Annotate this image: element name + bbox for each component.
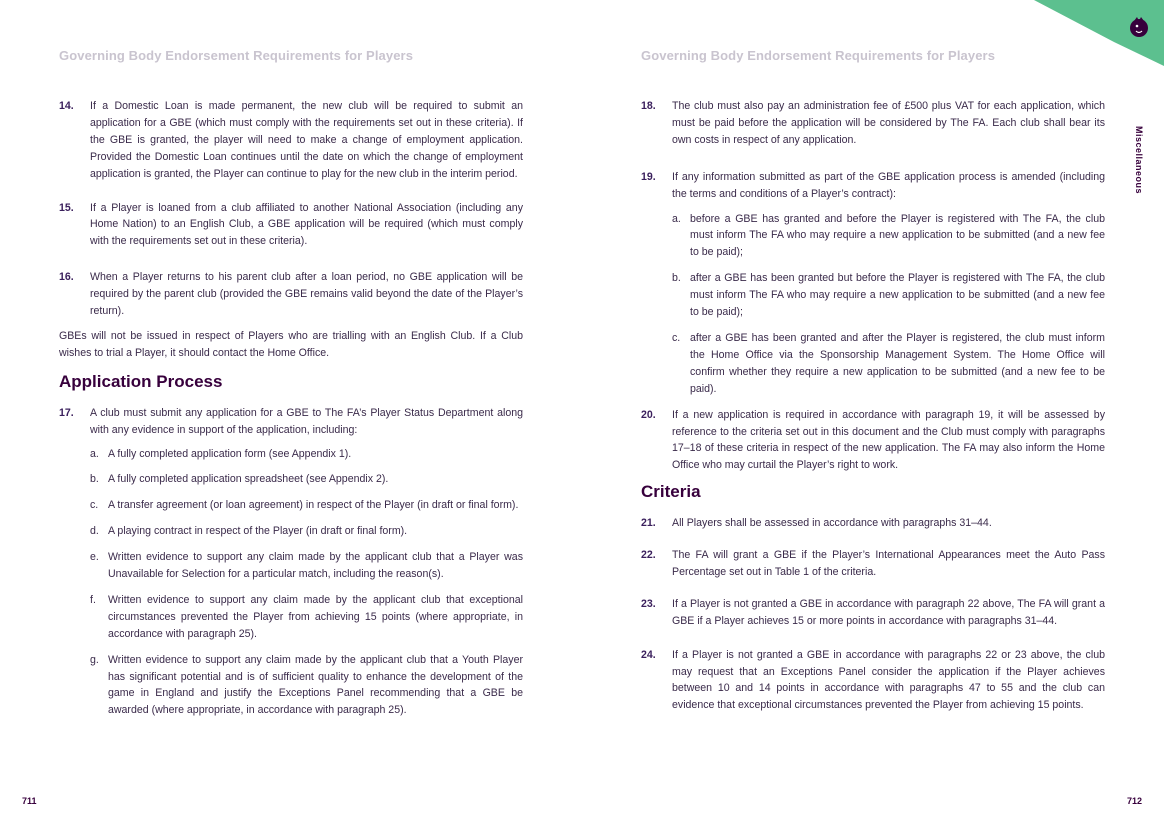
paragraph-number: 21. xyxy=(641,517,656,530)
paragraph-15 xyxy=(59,200,523,251)
list-item xyxy=(641,211,1105,262)
list-text: Written evidence to support any claim made by the applicant club that a Youth Player has significant potential and is of sufficient quality to enhance the development of the game in England and justify the Exceptions Panel recommending that a GBE be awarded (where appropriate, in accordance with paragraph 25). xyxy=(108,653,523,717)
section-heading-application-process: Application Process xyxy=(59,371,223,391)
paragraph-number: 15. xyxy=(59,201,74,214)
list-letter: c. xyxy=(672,331,681,344)
paragraph-text: If a Player is not granted a GBE in accordance with paragraph 22 above, The FA will grant a GBE if a Player achieves 15 or more points in accordance with paragraphs 31–44. xyxy=(672,597,1105,627)
paragraph-number: 23. xyxy=(641,597,656,610)
list-item xyxy=(59,592,523,643)
paragraph-text: A club must submit any application for a GBE to The FA’s Player Status Department along with any evidence in support of the application, including: xyxy=(90,406,523,436)
list-letter: a. xyxy=(90,447,99,460)
list-text: A fully completed application form (see Appendix 1). xyxy=(108,447,352,460)
paragraph-number: 19. xyxy=(641,170,656,183)
paragraph-text: When a Player returns to his parent club after a loan period, no GBE application will be required by the parent club (provided the GBE remains valid beyond the date of the Player’s return). xyxy=(90,271,523,318)
running-head-right: Governing Body Endorsement Requirements for Players xyxy=(641,48,996,63)
paragraph-23 xyxy=(641,596,1105,630)
paragraph-text: If a Player is not granted a GBE in accordance with paragraphs 22 or 23 above, the club may request that an Exceptions Panel consider the application if the Player achieves between 10 and 14 points in accordance with paragraphs 47 to 55 and the club can evidence that exceptional circumstances prevented the Player from achieving 15 points. xyxy=(672,648,1105,712)
paragraph-number: 24. xyxy=(641,648,656,661)
paragraph-text: If a Domestic Loan is made permanent, the new club will be required to submit an application for a GBE (which must comply with the requirements set out in these criteria). If the GBE is granted, the player will need to make a change of employment application. Provided the Domestic Loan continues until the date on which the change of employment application is granted, the Player can continue to play for the new club in the interim period. xyxy=(90,100,523,180)
list-letter: f. xyxy=(90,593,96,606)
paragraph-18 xyxy=(641,98,1105,149)
paragraph-24 xyxy=(641,647,1105,715)
paragraph-text: The club must also pay an administration fee of £500 plus VAT for each application, which must be paid before the application will be considered by The FA. Each club shall bear its own costs in respect of any application. xyxy=(672,100,1105,146)
list-letter: b. xyxy=(90,473,99,486)
paragraph-text: If any information submitted as part of the GBE application process is amended (including the terms and conditions of a Player’s contract): xyxy=(672,170,1105,200)
paragraph-number: 14. xyxy=(59,100,74,112)
list-text: before a GBE has granted and before the Player is registered with The FA, the club must inform The FA who may require a new application to be submitted (and a new fee to be paid); xyxy=(690,212,1105,259)
page-number-right: 712 xyxy=(1126,796,1142,806)
list-item xyxy=(641,330,1105,398)
list-letter: g. xyxy=(90,653,99,666)
paragraph-text: If a new application is required in accordance with paragraph 19, it will be assessed by reference to the criteria set out in this document and the Club must comply with paragraphs 17–18 of these criteria in respect of the new application. The FA may also inform the Home Office who may curtail the Player’s right to work. xyxy=(672,408,1105,472)
list-item xyxy=(59,652,523,720)
list-text: after a GBE has been granted and after the Player is registered, the club must inform the Home Office via the Sponsorship Management System. The Home Office will confirm whether they require a new application to be submitted (and a new fee to be paid). xyxy=(690,331,1105,395)
list-text: A playing contract in respect of the Player (in draft or final form). xyxy=(108,525,408,538)
list-item xyxy=(641,270,1105,321)
list-item xyxy=(59,471,523,488)
list-item xyxy=(59,497,523,514)
paragraph-20 xyxy=(641,407,1105,475)
paragraph-16 xyxy=(59,269,523,320)
paragraph-21 xyxy=(641,515,1105,532)
paragraph-number: 22. xyxy=(641,549,656,562)
list-letter: a. xyxy=(672,212,681,225)
paragraph-14 xyxy=(59,98,523,183)
paragraph-19 xyxy=(641,169,1105,203)
list-letter: e. xyxy=(90,551,99,564)
section-heading-criteria: Criteria xyxy=(641,482,701,502)
list-letter: c. xyxy=(90,499,99,512)
list-item xyxy=(59,523,523,540)
corner-banner xyxy=(1014,0,1164,66)
list-text: after a GBE has been granted but before the Player is registered with The FA, the club must inform The FA who may require a new application to be submitted (and a new fee to be paid); xyxy=(690,272,1105,319)
left-page-content xyxy=(59,98,523,728)
trial-note: GBEs will not be issued in respect of Players who are trialling with an English Club. If a Club wishes to trial a Player, it should contact the Home Office. xyxy=(59,329,523,359)
page-number-left: 711 xyxy=(22,796,37,806)
list-item xyxy=(59,446,523,463)
paragraph-number: 20. xyxy=(641,408,656,421)
running-head-left: Governing Body Endorsement Requirements for Players xyxy=(59,48,414,63)
list-text: Written evidence to support any claim made by the applicant club that a Player was Unavailable for Selection for a particular match, including the reason(s). xyxy=(108,551,523,581)
list-item xyxy=(59,549,523,583)
paragraph-number: 16. xyxy=(59,271,74,284)
list-text: A transfer agreement (or loan agreement) in respect of the Player (in draft or final form). xyxy=(108,499,519,512)
paragraph-text: All Players shall be assessed in accordance with paragraphs 31–44. xyxy=(672,517,992,530)
list-text: A fully completed application spreadsheet (see Appendix 2). xyxy=(108,473,389,486)
list-letter: b. xyxy=(672,272,681,285)
paragraph-number: 18. xyxy=(641,100,656,112)
list-text: Written evidence to support any claim made by the applicant club that exceptional circumstances prevented the Player from achieving 15 points (where appropriate, in accordance with paragraph 25). xyxy=(108,593,523,640)
paragraph-text: If a Player is loaned from a club affiliated to another National Association (including any Home Nation) to an English Club, a GBE application will be required (which must comply with the requirements set out in these criteria). xyxy=(90,201,523,248)
right-page xyxy=(582,0,1164,826)
right-page-content xyxy=(641,98,1105,731)
section-tab-miscellaneous: Miscellaneous xyxy=(1134,126,1144,195)
paragraph-text: The FA will grant a GBE if the Player’s International Appearances meet the Auto Pass Percentage set out in Table 1 of the criteria. xyxy=(672,549,1105,578)
paragraph-22 xyxy=(641,547,1105,581)
list-letter: d. xyxy=(90,525,99,538)
paragraph-17 xyxy=(59,405,523,439)
paragraph-number: 17. xyxy=(59,406,74,419)
